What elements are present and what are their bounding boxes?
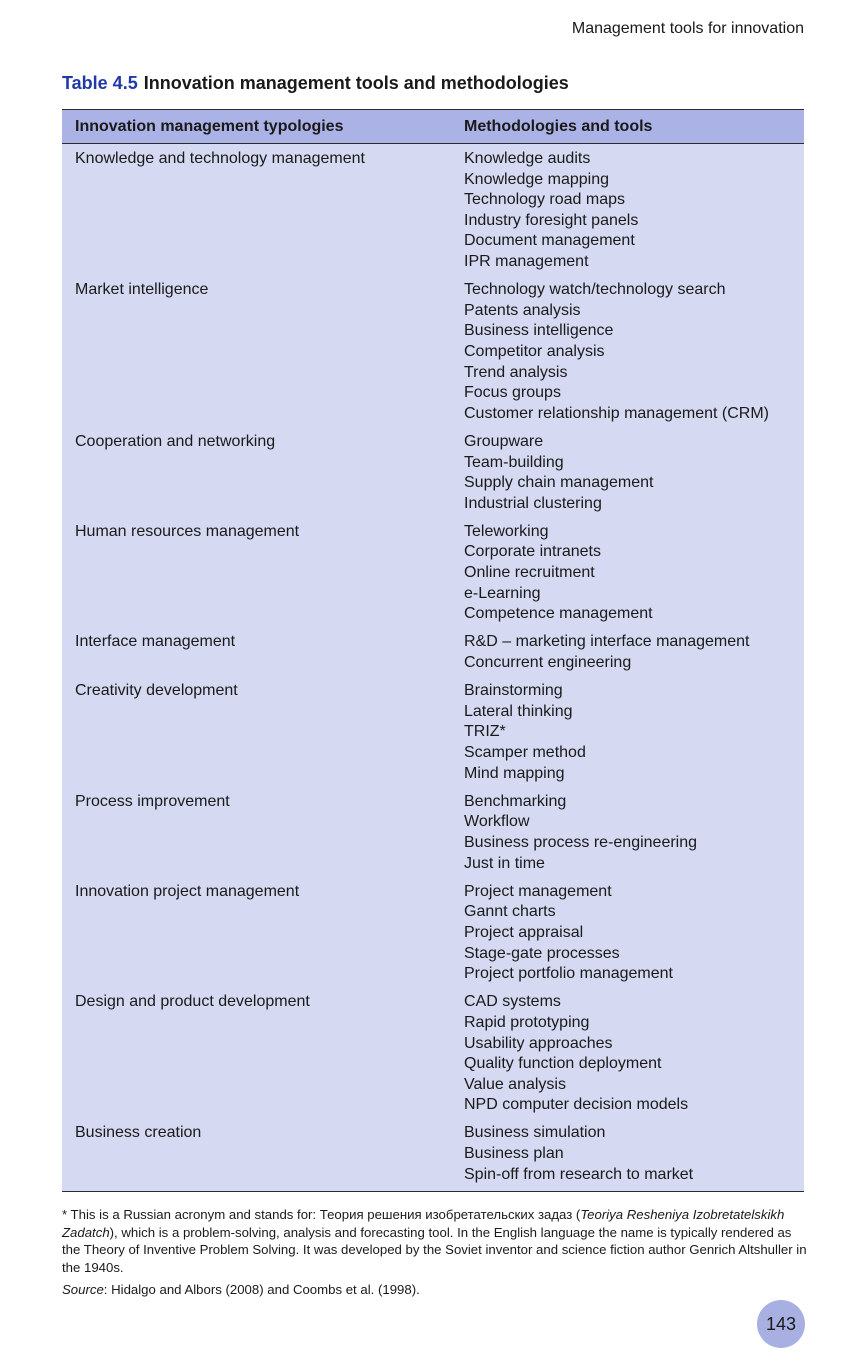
- tool-item: Spin-off from research to market: [464, 1165, 694, 1183]
- tool-item: Lateral thinking: [464, 702, 573, 720]
- table-row: [62, 1123, 804, 1185]
- table-row: [62, 280, 804, 424]
- tool-item: Competitor analysis: [464, 342, 605, 360]
- tool-item: Patents analysis: [464, 301, 581, 319]
- tool-item: Scamper method: [464, 744, 586, 761]
- tool-item: Project appraisal: [464, 923, 584, 941]
- tools-cell: [451, 280, 804, 424]
- table-row: [62, 149, 804, 273]
- table-number: Table 4.5: [62, 73, 138, 93]
- table-row: [62, 792, 804, 874]
- tool-item: Stage-gate processes: [464, 944, 620, 962]
- tools-cell: [451, 632, 804, 673]
- tools-cell: [451, 681, 804, 784]
- tool-item: Focus groups: [464, 384, 561, 402]
- source-label: Source: [62, 1282, 104, 1297]
- tool-item: Technology road maps: [464, 191, 625, 209]
- tool-item: Business process re-engineering: [464, 833, 698, 851]
- page-number-badge: [757, 1300, 805, 1348]
- tool-item: Technology watch/technology search: [464, 281, 726, 299]
- typology-cell: Human resources management: [75, 522, 300, 540]
- tool-item: Knowledge mapping: [464, 170, 609, 188]
- tool-item: Customer relationship management (CRM): [464, 404, 769, 422]
- tool-item: Brainstorming: [464, 682, 563, 700]
- tools-cell: [451, 992, 804, 1116]
- tool-item: Benchmarking: [464, 792, 567, 810]
- typology-cell: Interface management: [75, 633, 236, 651]
- footnote-italic: Teoriya Resheniya Izobretatelskikh Zadatch: [62, 1207, 785, 1240]
- tool-item: Rapid prototyping: [464, 1013, 590, 1031]
- tool-item: Groupware: [464, 432, 544, 450]
- tool-item: Quality function deployment: [464, 1055, 662, 1073]
- page-number: 143: [765, 1313, 797, 1334]
- typology-cell: Process improvement: [75, 792, 230, 810]
- tool-item: TRIZ*: [464, 723, 506, 741]
- tool-item: Value analysis: [464, 1075, 566, 1093]
- table-row: [62, 882, 804, 985]
- source-text: : Hidalgo and Albors (2008) and Coombs et al. (1998).: [103, 1282, 420, 1297]
- tool-item: Knowledge audits: [464, 150, 591, 167]
- tool-item: Business plan: [464, 1145, 564, 1163]
- table-row: [62, 632, 804, 673]
- table-row: [62, 681, 804, 784]
- table-title-text: Innovation management tools and methodologies: [143, 73, 569, 93]
- tool-item: Project portfolio management: [464, 965, 673, 983]
- typology-cell: Market intelligence: [75, 281, 209, 299]
- footnote-text-after: ), which is a problem-solving, analysis and forecasting tool. In the English language the name is typically rendered as the Theory of Inventive Problem Solving. It was developed by the Soviet inventor and science fiction author Genrich Altshuller in the 1940s.: [62, 1224, 807, 1275]
- tools-cell: [451, 1123, 804, 1185]
- running-head: Management tools for innovation: [571, 20, 804, 37]
- tool-item: Just in time: [464, 854, 545, 872]
- tool-item: IPR management: [464, 252, 589, 270]
- typology-cell: Business creation: [75, 1124, 202, 1142]
- tools-cell: [451, 149, 804, 273]
- table-row: [62, 522, 804, 625]
- footnote: [62, 1206, 807, 1299]
- tool-item: Team-building: [464, 453, 564, 471]
- tool-item: Project management: [464, 882, 612, 900]
- table-row: [62, 992, 804, 1116]
- tools-cell: [451, 432, 804, 514]
- tool-item: Concurrent engineering: [464, 654, 632, 672]
- table-header-row: [62, 109, 804, 144]
- table-row: [62, 432, 804, 514]
- tool-item: Workflow: [464, 813, 530, 831]
- tool-item: Corporate intranets: [464, 543, 601, 561]
- table-title: [62, 73, 569, 94]
- tool-item: Competence management: [464, 605, 653, 623]
- tool-item: Trend analysis: [464, 363, 568, 381]
- typology-cell: Innovation project management: [75, 882, 300, 900]
- tool-item: Usability approaches: [464, 1034, 613, 1052]
- table-body: [62, 144, 804, 1191]
- tool-item: Industry foresight panels: [464, 211, 639, 229]
- tool-item: Business simulation: [464, 1124, 606, 1142]
- tool-item: e-Learning: [464, 584, 541, 602]
- typology-cell: Cooperation and networking: [75, 432, 276, 450]
- tool-item: Business intelligence: [464, 322, 614, 340]
- footnote-text: [62, 1206, 807, 1276]
- tools-cell: [451, 792, 804, 874]
- tool-item: R&D – marketing interface management: [464, 633, 750, 651]
- header-methodologies: Methodologies and tools: [464, 117, 653, 135]
- tool-item: Gannt charts: [464, 903, 556, 921]
- footnote-text-before: * This is a Russian acronym and stands for: Теория решения изобретательских задаз (: [62, 1207, 581, 1222]
- typology-cell: Design and product development: [75, 993, 310, 1011]
- tool-item: Mind mapping: [464, 764, 565, 782]
- tools-cell: [451, 882, 804, 985]
- typology-cell: Creativity development: [75, 682, 238, 700]
- source-line: [62, 1281, 807, 1299]
- tool-item: Industrial clustering: [464, 494, 602, 512]
- tool-item: CAD systems: [464, 993, 561, 1011]
- header-typologies: Innovation management typologies: [75, 117, 344, 135]
- tool-item: Document management: [464, 232, 635, 250]
- tools-table: [62, 109, 804, 1192]
- tool-item: Online recruitment: [464, 564, 595, 582]
- typology-cell: Knowledge and technology management: [75, 150, 365, 167]
- tool-item: Teleworking: [464, 522, 549, 540]
- tools-cell: [451, 522, 804, 625]
- tool-item: Supply chain management: [464, 474, 654, 492]
- tool-item: NPD computer decision models: [464, 1096, 689, 1114]
